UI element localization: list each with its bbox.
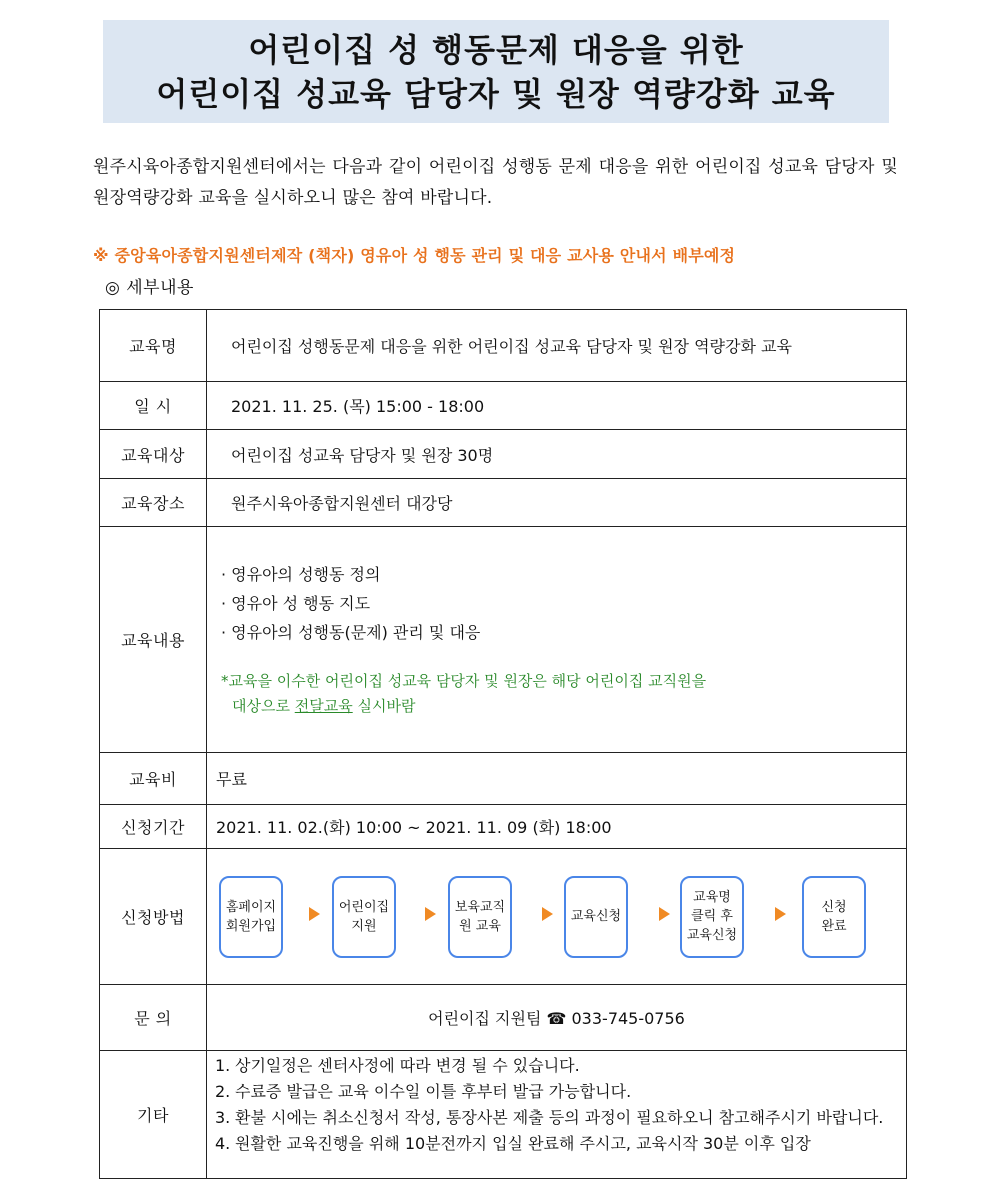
label-place: 교육장소 xyxy=(100,479,207,527)
list-item xyxy=(215,1079,896,1105)
details-table xyxy=(99,309,907,1179)
label-contact: 문 의 xyxy=(100,985,207,1051)
row-target xyxy=(100,430,907,479)
row-contact xyxy=(100,985,907,1051)
label-fee: 교육비 xyxy=(100,753,207,805)
note-suffix: 실시바람 xyxy=(352,697,416,715)
etc-text: 수료증 발급은 교육 이수일 이틀 후부터 발급 가능합니다. xyxy=(235,1082,632,1101)
label-etc: 기타 xyxy=(100,1051,207,1179)
content-note xyxy=(207,669,906,719)
row-datetime xyxy=(100,382,907,430)
arrow-right-icon xyxy=(775,907,786,921)
etc-num: 1. xyxy=(215,1056,231,1075)
flow-step-apply: 교육신청 xyxy=(564,876,628,958)
etc-text: 환불 시에는 취소신청서 작성, 통장사본 제출 등의 과정이 필요하오니 참고해주시기 바랍니다. xyxy=(235,1108,884,1127)
list-item xyxy=(215,1131,896,1157)
flow-step-click-course: 교육명 클릭 후 교육신청 xyxy=(680,876,744,958)
value-name: 어린이집 성행동문제 대응을 위한 어린이집 성교육 담당자 및 원장 역량강화 교육 xyxy=(207,310,907,382)
etc-num: 4. xyxy=(215,1134,231,1153)
title-line-2: 어린이집 성교육 담당자 및 원장 역량강화 교육 xyxy=(156,75,836,113)
arrow-right-icon xyxy=(542,907,553,921)
etc-text: 상기일정은 센터사정에 따라 변경 될 수 있습니다. xyxy=(235,1056,580,1075)
arrow-right-icon xyxy=(309,907,320,921)
section-title: ◎ 세부내용 xyxy=(105,278,194,298)
content-bullet: · 영유아의 성행동(문제) 관리 및 대응 xyxy=(221,623,481,642)
content-bullets xyxy=(207,560,906,647)
value-datetime: 2021. 11. 25. (목) 15:00 - 18:00 xyxy=(207,382,907,430)
content-note-line2 xyxy=(221,694,906,719)
flow-step-signup: 홈페이지 회원가입 xyxy=(219,876,283,958)
content-bullet: · 영유아 성 행동 지도 xyxy=(221,594,371,613)
value-method xyxy=(207,849,907,985)
arrow-right-icon xyxy=(425,907,436,921)
label-target: 교육대상 xyxy=(100,430,207,479)
row-name xyxy=(100,310,907,382)
arrow-right-icon xyxy=(659,907,670,921)
value-contact: 어린이집 지원팀 ☎ 033-745-0756 xyxy=(207,985,907,1051)
row-period xyxy=(100,805,907,849)
value-etc xyxy=(207,1051,907,1179)
row-etc xyxy=(100,1051,907,1179)
value-place: 원주시육아종합지원센터 대강당 xyxy=(207,479,907,527)
list-item xyxy=(215,1053,896,1079)
etc-list xyxy=(207,1051,906,1157)
etc-num: 3. xyxy=(215,1108,231,1127)
row-content xyxy=(100,527,907,753)
etc-num: 2. xyxy=(215,1082,231,1101)
value-fee: 무료 xyxy=(207,753,907,805)
row-fee xyxy=(100,753,907,805)
content-note-line1: *교육을 이수한 어린이집 성교육 담당자 및 원장은 해당 어린이집 교직원을 xyxy=(221,672,707,690)
value-period: 2021. 11. 02.(화) 10:00 ~ 2021. 11. 09 (화) 18:00 xyxy=(207,805,907,849)
note-underlined: 전달교육 xyxy=(294,697,353,715)
row-method xyxy=(100,849,907,985)
label-method: 신청방법 xyxy=(100,849,207,985)
flow-step-daycare: 어린이집 지원 xyxy=(332,876,396,958)
intro-paragraph: 원주시육아종합지원센터에서는 다음과 같이 어린이집 성행동 문제 대응을 위한 어린이집 성교육 담당자 및 원장역량강화 교육을 실시하오니 많은 참여 바랍니다. xyxy=(93,157,898,208)
flow-step-complete: 신청 완료 xyxy=(802,876,866,958)
title-banner xyxy=(103,20,889,123)
title-line-1: 어린이집 성 행동문제 대응을 위한 xyxy=(248,31,744,69)
value-content xyxy=(207,527,907,753)
label-content: 교육내용 xyxy=(100,527,207,753)
notice-text: ※ 중앙육아종합지원센터제작 (책자) 영유아 성 행동 관리 및 대응 교사용 안내서 배부예정 xyxy=(93,246,736,265)
value-target: 어린이집 성교육 담당자 및 원장 30명 xyxy=(207,430,907,479)
label-name: 교육명 xyxy=(100,310,207,382)
row-place xyxy=(100,479,907,527)
note-prefix: 대상으로 xyxy=(232,697,295,715)
label-datetime: 일 시 xyxy=(100,382,207,430)
list-item xyxy=(215,1105,896,1131)
content-bullet: · 영유아의 성행동 정의 xyxy=(221,565,381,584)
label-period: 신청기간 xyxy=(100,805,207,849)
flow-step-staff-training: 보육교직 원 교육 xyxy=(448,876,512,958)
etc-text: 원활한 교육진행을 위해 10분전까지 입실 완료해 주시고, 교육시작 30분 이후 입장 xyxy=(235,1134,811,1153)
application-flow xyxy=(207,850,906,984)
